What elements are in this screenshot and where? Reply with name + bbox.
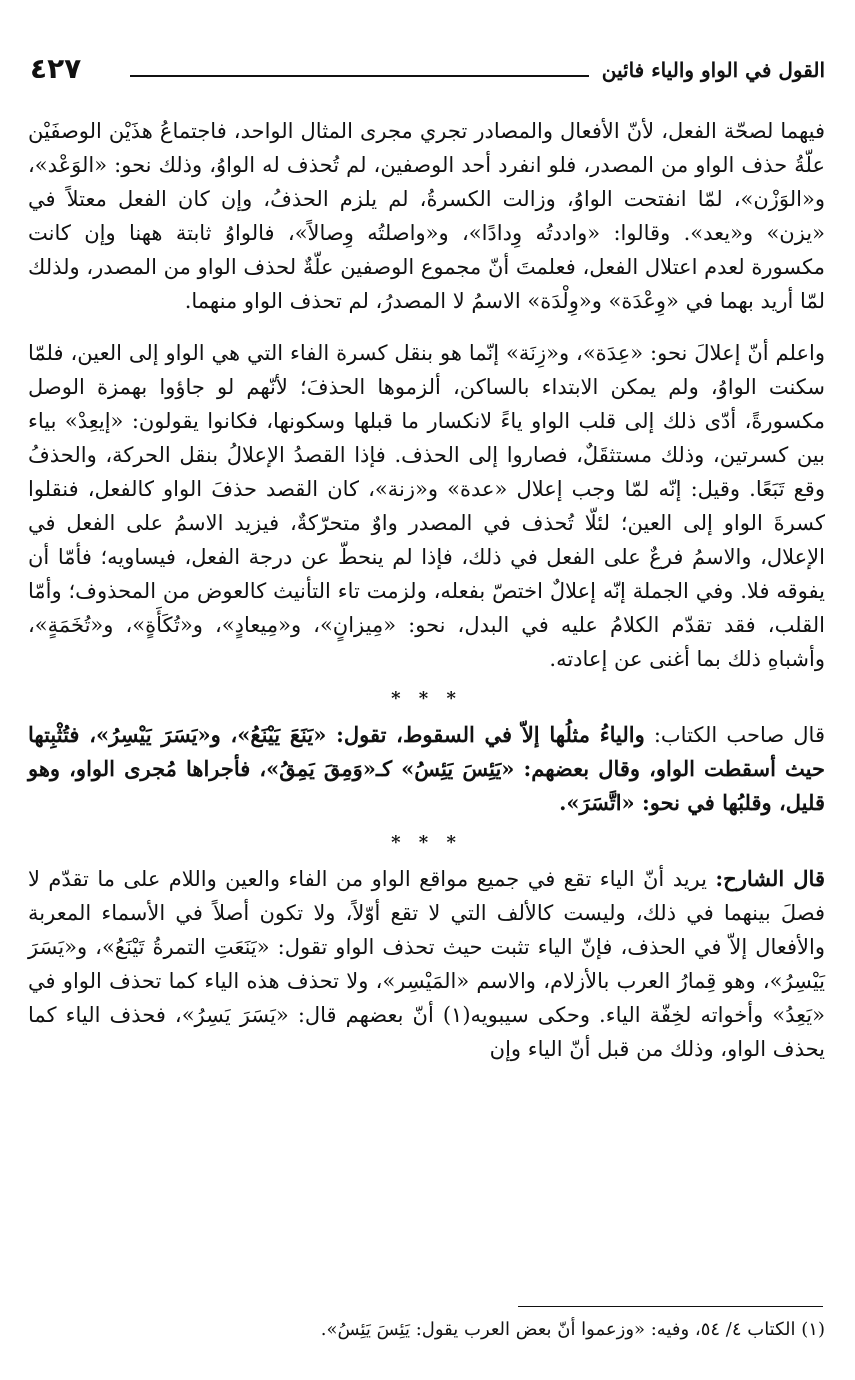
quote-text: والياءُ مثلُها إلاّ في السقوط، تقول: «يَنَعَ يَيْنَعُ»، و«يَسَرَ يَيْسِرُ»، فتُثْبِتها حيث أسقطت الواو، وقال بعضهم: «يَئِسَ يَئِسُ» كـ«وَمِقَ يَمِقُ»، فأجراها مُجرى الواو، وهو قليل، وقلبُها في نحو: «اتَّسَرَ». [28,722,825,815]
commentary-text: يريد أنّ الياء تقع في جميع مواقع الواو من الفاء والعين واللام على ما تقدّم لا فصلَ بينهما في ذلك، وليست كالألف التي لا تقع أوّلاً، ولا تكون أصلاً في الأسماء المعربة والأفعال إلاّ في الحذف، فإنّ الياء تثبت حيث تحذف الواو تقول: «يَنَعَتِ التمرةُ تَيْنَعُ»، و«يَسَرَ يَيْسِرُ»، وهو قِمارُ العرب بالأزلام، والاسم «المَيْسِر»، ولا تحذف هذه الياء كما تحذف الواو في «يَعِدُ» وأخواته لخِفّة الياء. وحكى سيبويه(١) أنّ بعضهم قال: «يَسَرَ يَسِرُ»، فحذف الياء كما يحذف الواو، وذلك من قبل أنّ الياء وإن [28,867,825,1061]
body-text [28,114,825,1066]
footnote: (١) الكتاب ٤/ ٥٤، وفيه: «وزعموا أنّ بعض العرب يقول: يَئِسَ يَئِسُ». [320,1319,825,1340]
footnote-rule [518,1306,823,1307]
paragraph-2: واعلم أنّ إعلالَ نحو: «عِدَة»، و«زِنَة» إنّما هو بنقل كسرة الفاء التي هي الواو إلى العين، فلمّا سكنت الواوُ، ولم يمكن الابتداء بالساكن، ألزموها الحذفَ؛ لأنّهم لو جاؤوا بهمزة الوصل مكسورةً، أدّى ذلك إلى قلب الواو ياءً لانكسار ما قبلها وسكونها، فكانوا يقولون: «إيعِدْ» بياء بين كسرتين، وذلك مستثقَلٌ، فصاروا إلى الحذف. فإذا القصدُ الإعلالُ بنقل الحركة، والحذفُ وقع تَبَعًا. وقيل: إنّه لمّا وجب إعلال «عدة» و«زنة»، كان القصد حذفَ الواو كالفعل، فنقلوا كسرةَ الواو إلى العين؛ لئلّا تُحذف في المصدر واوٌ متحرّكةٌ، فيزيد الاسمُ على الفعل في الإعلال، والاسمُ فرعٌ على الفعل في ذلك، فإذا لم ينحطّ عن درجة الفعل، فيساويه؛ فأمّا أن يفوقه فلا. وفي الجملة إنّه إعلالٌ اختصّ بفعله، ولزمت تاء التأنيث كالعوض من المحذوف؛ وأمّا القلب، فقد تقدّم الكلامُ عليه في البدل، نحو: «مِيزانٍ»، و«مِيعادٍ»، و«تُكَأَةٍ»، و«تُخَمَةٍ»، وأشباهِ ذلك بما أغنى عن إعادته. [28,341,825,671]
commentary [28,862,825,1066]
section-divider-2: * * * [391,832,462,853]
page-header [30,52,825,92]
commentary-label: قال الشارح: [715,866,825,891]
paragraph-1: فيهما لصحّة الفعل، لأنّ الأفعال والمصادر تجري مجرى المثال الواحد، فاجتماعُ هذَيْن الوصفَيْن علّةُ حذف الواو من المصدر، فلو انفرد أحد الوصفين، لم تُحذف له الواوُ، وذلك نحو: «الوَعْد»، و«الوَزْن»، لمّا انفتحت الواوُ، وزالت الكسرةُ، لم يلزم الحذفُ، وإن كان الفعل معتلاً في «يزن» و«يعد». وقالوا: «واددتُه وِدادًا»، و«واصلتُه وِصالاً»، فالواوُ ثابتة ههنا وإن كانت مكسورة لعدم اعتلال الفعل، فعلمتَ أنّ مجموع الوصفين علّةٌ لحذف الواو من المصدر، ولذلك لمّا أريد بهما في «وِعْدَة» و«وِلْدَة» الاسمُ لا المصدرُ، لم تحذف الواو منهما. [28,119,825,313]
quote-intro: قال صاحب الكتاب: [644,723,825,747]
header-rule [130,75,589,77]
author-quote [28,718,825,820]
section-divider: * * * [391,688,462,709]
running-title: القول في الواو والياء فائين [601,58,825,82]
page-number: ٤٢٧ [30,52,82,85]
